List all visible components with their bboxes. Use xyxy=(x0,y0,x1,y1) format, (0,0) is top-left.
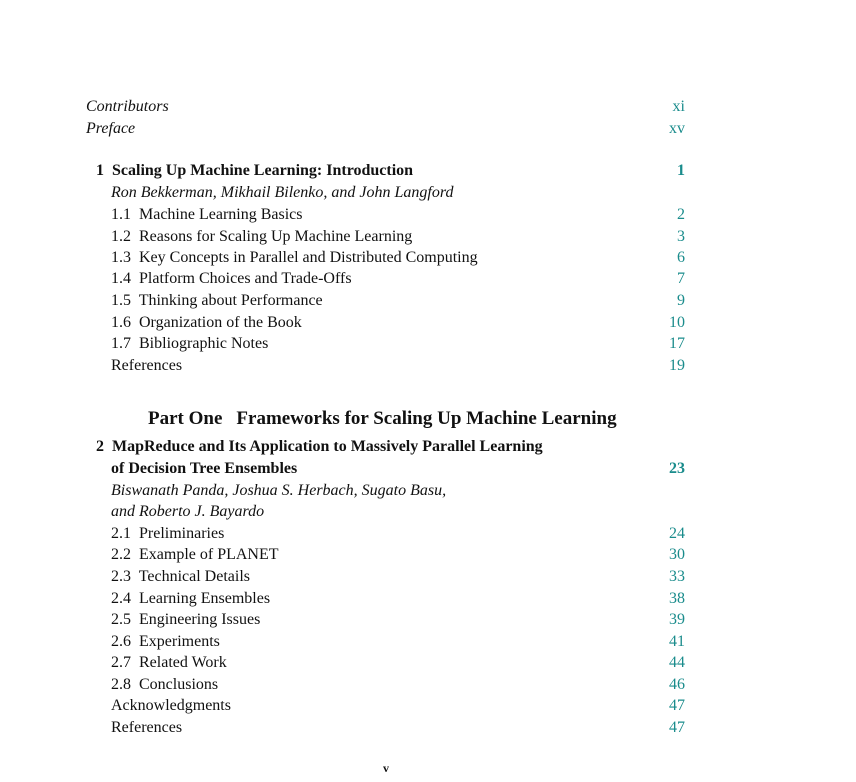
chapter-2-heading-continued[interactable] xyxy=(0,458,856,480)
chapter-2-authors-continued xyxy=(0,501,856,523)
toc-section-entry[interactable] xyxy=(0,588,856,610)
toc-page-number[interactable]: 47 xyxy=(669,719,685,736)
toc-page-number[interactable]: 33 xyxy=(669,568,685,585)
section-title: 1.2 Reasons for Scaling Up Machine Learning xyxy=(111,228,413,245)
section-title: 2.4 Learning Ensembles xyxy=(111,590,271,607)
toc-section-entry[interactable] xyxy=(0,609,856,631)
part-heading xyxy=(148,407,617,431)
toc-section-entry[interactable] xyxy=(0,226,856,248)
toc-page-number[interactable]: 17 xyxy=(669,335,685,352)
toc-page-number[interactable]: 30 xyxy=(669,546,685,563)
toc-page-number[interactable]: 2 xyxy=(677,206,685,223)
section-title: 1.6 Organization of the Book xyxy=(111,314,302,331)
section-title: 2.3 Technical Details xyxy=(111,568,250,585)
toc-section-entry[interactable] xyxy=(0,652,856,674)
toc-section-entry[interactable] xyxy=(0,631,856,653)
section-title: 2.6 Experiments xyxy=(111,633,220,650)
toc-page-number[interactable]: 19 xyxy=(669,357,685,374)
chapter-title: 2 MapReduce and Its Application to Massively Parallel Learning xyxy=(96,438,543,455)
section-title: 1.5 Thinking about Performance xyxy=(111,292,323,309)
chapter-1-heading[interactable] xyxy=(0,160,856,182)
toc-entry-contributors[interactable] xyxy=(0,96,856,118)
toc-references-entry[interactable] xyxy=(0,717,856,739)
part-label: Part One xyxy=(148,408,223,429)
toc-page-number[interactable]: xi xyxy=(672,98,685,115)
toc-page-number[interactable]: 23 xyxy=(669,460,685,477)
toc-page-number[interactable]: 7 xyxy=(677,270,685,287)
section-title: 2.8 Conclusions xyxy=(111,676,219,693)
chapter-authors: Ron Bekkerman, Mikhail Bilenko, and John Langford xyxy=(111,184,454,201)
chapter-authors: and Roberto J. Bayardo xyxy=(111,503,265,520)
section-title: 2.2 Example of PLANET xyxy=(111,546,279,563)
section-title: 1.7 Bibliographic Notes xyxy=(111,335,269,352)
toc-section-entry[interactable] xyxy=(0,333,856,355)
section-title: References xyxy=(111,719,183,736)
toc-page-number[interactable]: 44 xyxy=(669,654,685,671)
toc-section-entry[interactable] xyxy=(0,247,856,269)
part-title: Frameworks for Scaling Up Machine Learning xyxy=(236,408,617,429)
toc-references-entry[interactable] xyxy=(0,355,856,377)
toc-page-number[interactable]: 41 xyxy=(669,633,685,650)
chapter-authors: Biswanath Panda, Joshua S. Herbach, Sugato Basu, xyxy=(111,482,447,499)
section-title: 1.4 Platform Choices and Trade-Offs xyxy=(111,270,352,287)
toc-page-number[interactable]: xv xyxy=(669,120,685,137)
chapter-title: 1 Scaling Up Machine Learning: Introduction xyxy=(96,162,414,179)
chapter-1-authors xyxy=(0,182,856,204)
toc-page-number[interactable]: 38 xyxy=(669,590,685,607)
toc-section-entry[interactable] xyxy=(0,674,856,696)
section-title: 1.3 Key Concepts in Parallel and Distributed Computing xyxy=(111,249,478,266)
section-title: References xyxy=(111,357,183,374)
toc-page-number[interactable]: 46 xyxy=(669,676,685,693)
toc-entry-title: Contributors xyxy=(86,98,169,115)
chapter-2-heading[interactable] xyxy=(0,436,856,458)
page-folio: v xyxy=(383,761,389,775)
toc-page-number[interactable]: 1 xyxy=(677,162,685,179)
toc-section-entry[interactable] xyxy=(0,268,856,290)
toc-page-number[interactable]: 9 xyxy=(677,292,685,309)
chapter-title-continued: of Decision Tree Ensembles xyxy=(111,460,298,477)
toc-section-entry[interactable] xyxy=(0,523,856,545)
toc-entry-title: Preface xyxy=(86,120,136,137)
toc-page-number[interactable]: 39 xyxy=(669,611,685,628)
chapter-2-authors xyxy=(0,480,856,502)
section-title: 2.1 Preliminaries xyxy=(111,525,225,542)
toc-section-entry[interactable] xyxy=(0,290,856,312)
toc-page-number[interactable]: 10 xyxy=(669,314,685,331)
toc-section-entry[interactable] xyxy=(0,566,856,588)
section-title: 2.7 Related Work xyxy=(111,654,227,671)
toc-section-entry[interactable] xyxy=(0,544,856,566)
section-title: 2.5 Engineering Issues xyxy=(111,611,261,628)
section-title: Acknowledgments xyxy=(111,697,231,714)
toc-entry-preface[interactable] xyxy=(0,118,856,140)
toc-page-number[interactable]: 24 xyxy=(669,525,685,542)
section-title: 1.1 Machine Learning Basics xyxy=(111,206,303,223)
toc-page-number[interactable]: 6 xyxy=(677,249,685,266)
toc-page-number[interactable]: 47 xyxy=(669,697,685,714)
toc-section-entry[interactable] xyxy=(0,204,856,226)
toc-page-number[interactable]: 3 xyxy=(677,228,685,245)
toc-section-entry[interactable] xyxy=(0,312,856,334)
toc-acknowledgments-entry[interactable] xyxy=(0,695,856,717)
